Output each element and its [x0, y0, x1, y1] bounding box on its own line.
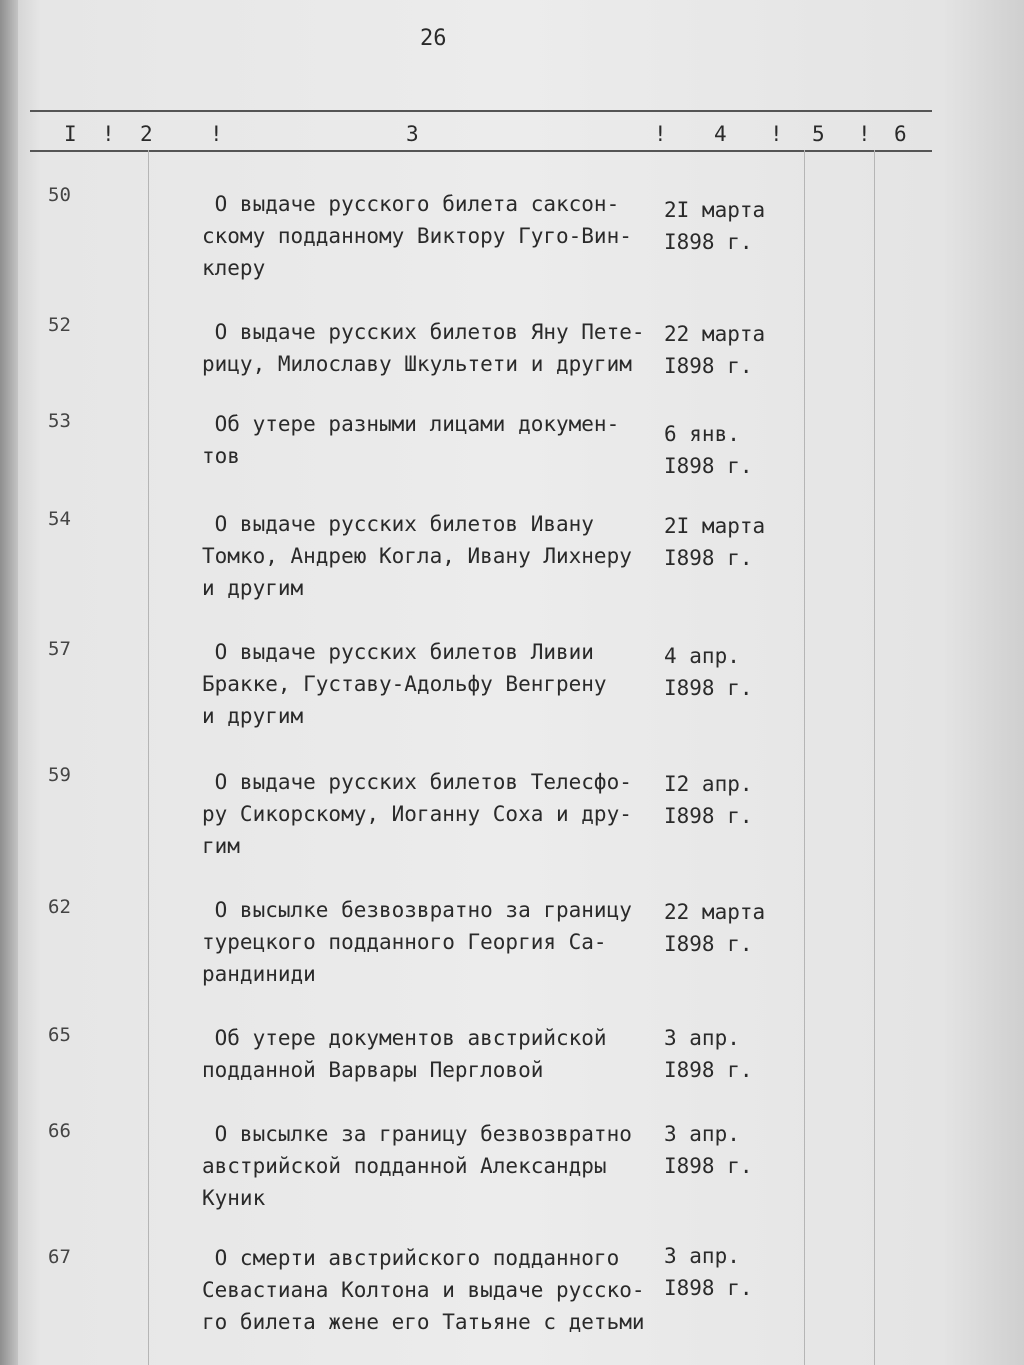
header-sep: !: [654, 122, 667, 146]
header-col-2: 2: [140, 122, 153, 146]
case-title: О выдаче русских билетов Ливии Бракке, Густаву-Адольфу Венгрену и другим: [202, 640, 607, 728]
header-top-rule: [30, 110, 932, 112]
case-number: 67: [48, 1246, 71, 1268]
case-title: О высылке безвозвратно за границу турецкого подданного Георгия Са- рандиниди: [202, 898, 632, 986]
case-title: Об утере документов австрийской подданной Варвары Пергловой: [202, 1026, 607, 1082]
case-date: 2I марта I898 г.: [664, 198, 766, 254]
case-date: I2 апр. I898 г.: [664, 772, 753, 828]
page-number: 26: [420, 26, 447, 51]
case-number: 52: [48, 314, 71, 336]
header-col-6: 6: [894, 122, 907, 146]
case-number: 57: [48, 638, 71, 660]
header-bottom-rule: [30, 150, 932, 152]
header-col-1: I: [64, 122, 77, 146]
header-sep: !: [858, 122, 871, 146]
case-number: 53: [48, 410, 71, 432]
case-title: О выдаче русских билетов Ивану Томко, Андрею Когла, Ивану Лихнеру и другим: [202, 512, 632, 600]
case-number: 50: [48, 184, 71, 206]
case-date: 3 апр. I898 г.: [664, 1026, 753, 1082]
case-title: О выдаче русского билета саксон- скому подданному Виктору Гуго-Вин- клеру: [202, 192, 632, 280]
case-date: 4 апр. I898 г.: [664, 644, 753, 700]
case-title: О выдаче русских билетов Телесфо- ру Сикорскому, Иоганну Соха и дру- гим: [202, 770, 632, 858]
case-title: О высылке за границу безвозвратно австрийской подданной Александры Куник: [202, 1122, 632, 1210]
case-title: О выдаче русских билетов Яну Пете- рицу, Милославу Шкультети и другим: [202, 320, 645, 376]
case-number: 62: [48, 896, 71, 918]
column-line: [804, 150, 805, 1365]
column-line: [874, 150, 875, 1365]
column-line: [148, 150, 149, 1365]
case-number: 59: [48, 764, 71, 786]
binding-shadow: [0, 0, 18, 1365]
header-col-3: 3: [406, 122, 419, 146]
case-date: 22 марта I898 г.: [664, 900, 766, 956]
case-number: 65: [48, 1024, 71, 1046]
case-date: 3 апр. I898 г.: [664, 1244, 753, 1300]
case-date: 3 апр. I898 г.: [664, 1122, 753, 1178]
case-number: 54: [48, 508, 71, 530]
case-title: Об утере разными лицами докумен- тов: [202, 412, 620, 468]
case-date: 6 янв. I898 г.: [664, 422, 753, 478]
header-sep: !: [102, 122, 115, 146]
case-date: 22 марта I898 г.: [664, 322, 766, 378]
header-col-4: 4: [714, 122, 727, 146]
header-col-5: 5: [812, 122, 825, 146]
case-title: О смерти австрийского подданного Севастиана Колтона и выдаче русско- го билета жене его Татьяне с детьми: [202, 1246, 645, 1334]
header-sep: !: [770, 122, 783, 146]
case-date: 2I марта I898 г.: [664, 514, 766, 570]
case-number: 66: [48, 1120, 71, 1142]
header-sep: !: [210, 122, 223, 146]
